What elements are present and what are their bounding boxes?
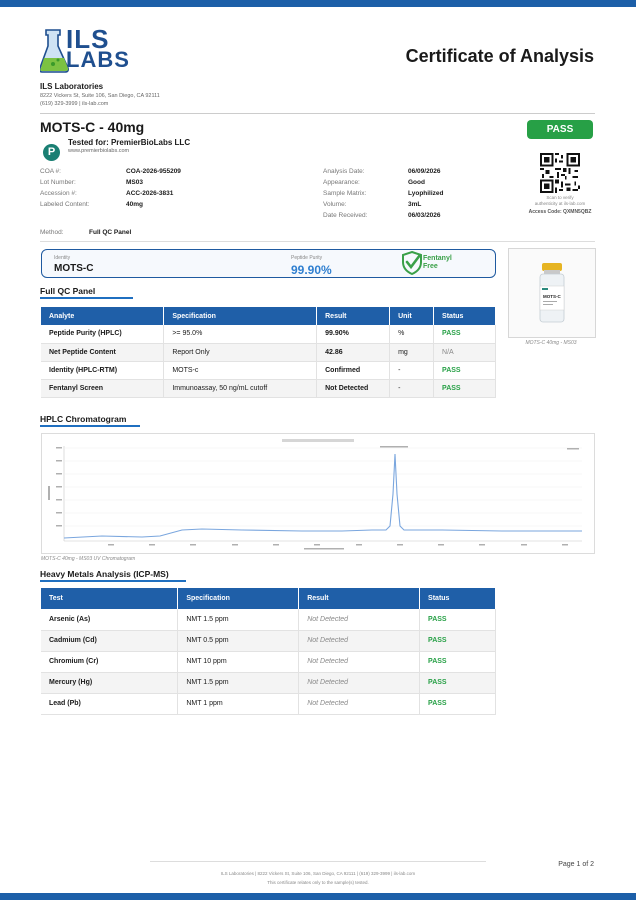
test-cell: Chromium (Cr) <box>41 651 178 672</box>
sample-matrix-label: Sample Matrix: <box>323 190 367 197</box>
page-number: Page 1 of 2 <box>558 861 594 868</box>
unit-cell: mg <box>390 343 434 361</box>
status-cell: PASS <box>420 672 496 693</box>
column-header: Result <box>317 307 390 325</box>
client-logo: P <box>43 144 60 161</box>
status-cell: PASS <box>420 651 496 672</box>
specification-cell: NMT 1 ppm <box>178 693 299 714</box>
test-cell: Cadmium (Cd) <box>41 630 178 651</box>
coa-number-value: COA-2026-955209 <box>126 168 181 175</box>
column-header: Specification <box>164 307 317 325</box>
specification-cell: NMT 0.5 ppm <box>178 630 299 651</box>
specification-cell: NMT 10 ppm <box>178 651 299 672</box>
qr-caption: authenticity at ils-lab.com <box>534 201 586 206</box>
column-header: Test <box>41 588 178 609</box>
shield-check-icon <box>401 251 423 275</box>
vial-image <box>509 249 595 337</box>
footer-lab-info: ILS Laboratories | 8222 Vickers St, Suite 106, San Diego, CA 92111 | (619) 329-3999 | ils-lab.com <box>220 871 416 876</box>
lot-number-label: Lot Number: <box>40 179 76 186</box>
accession-value: ACC-2026-3831 <box>126 190 174 197</box>
table-row <box>41 630 496 651</box>
overall-status-badge: PASS <box>527 120 593 139</box>
vial-caption: MOTS-C 40mg - MS03 <box>525 340 577 346</box>
result-cell: 99.90% <box>317 325 390 343</box>
top-accent-bar <box>0 0 636 7</box>
fentanyl-label-line: Fentanyl <box>423 255 452 262</box>
table-row <box>41 361 496 379</box>
specification-cell: NMT 1.5 ppm <box>178 672 299 693</box>
chromatogram-caption: MOTS-C 40mg - MS03 UV Chromatogram <box>41 556 136 562</box>
specification-cell: MOTS-c <box>164 361 317 379</box>
appearance-label: Appearance: <box>323 179 360 186</box>
divider <box>40 241 595 242</box>
identity-value: MOTS-C <box>54 263 94 274</box>
identity-label: Identity <box>54 255 71 261</box>
document-title: Certificate of Analysis <box>405 46 594 66</box>
qr-code-icon[interactable] <box>540 153 580 193</box>
analyte-cell: Identity (HPLC-RTM) <box>41 361 164 379</box>
section-underline <box>40 425 140 427</box>
fentanyl-label-line: Free <box>423 263 438 270</box>
specification-cell: Report Only <box>164 343 317 361</box>
fentanyl-free-label <box>423 255 463 271</box>
analysis-date-value: 06/09/2026 <box>408 168 441 175</box>
volume-label: Volume: <box>323 201 347 208</box>
table-row <box>41 672 496 693</box>
logo-text-bottom: LABS <box>66 47 130 72</box>
analyte-cell: Net Peptide Content <box>41 343 164 361</box>
result-cell: Not Detected <box>299 693 420 714</box>
result-cell: Not Detected <box>299 609 420 630</box>
status-cell: PASS <box>420 609 496 630</box>
labeled-content-label: Labeled Content: <box>40 201 90 208</box>
divider <box>40 113 595 114</box>
bottom-accent-bar <box>0 893 636 900</box>
unit-cell: - <box>390 361 434 379</box>
access-code: Access Code: QXMN5QBZ <box>528 209 592 215</box>
accession-label: Accession #: <box>40 190 77 197</box>
heavy-metals-title: Heavy Metals Analysis (ICP-MS) <box>40 569 169 579</box>
logo-text-top: ILS <box>66 24 110 54</box>
table-row <box>41 343 496 361</box>
test-cell: Arsenic (As) <box>41 609 178 630</box>
product-photo <box>508 248 596 338</box>
section-underline <box>40 297 133 299</box>
appearance-value: Good <box>408 179 425 186</box>
date-received-label: Date Received: <box>323 212 368 219</box>
result-cell: Not Detected <box>299 651 420 672</box>
result-cell: Not Detected <box>299 672 420 693</box>
table-row <box>41 651 496 672</box>
test-cell: Mercury (Hg) <box>41 672 178 693</box>
chromatogram-title: HPLC Chromatogram <box>40 414 127 424</box>
status-cell: PASS <box>434 379 496 397</box>
lab-contact: (619) 329-3999 | ils-lab.com <box>40 101 109 107</box>
volume-value: 3mL <box>408 201 422 208</box>
footer-divider <box>150 861 486 862</box>
table-row <box>41 693 496 714</box>
footer-disclaimer: This certificate relates only to the sample(s) tested. <box>267 880 369 885</box>
table-row <box>41 379 496 397</box>
method-label: Method: <box>40 229 64 236</box>
column-header: Specification <box>178 588 299 609</box>
analyte-cell: Fentanyl Screen <box>41 379 164 397</box>
purity-value: 99.90% <box>291 263 332 277</box>
analyte-cell: Peptide Purity (HPLC) <box>41 325 164 343</box>
table-row <box>41 325 496 343</box>
analysis-date-label: Analysis Date: <box>323 168 365 175</box>
specification-cell: Immunoassay, 50 ng/mL cutoff <box>164 379 317 397</box>
status-cell: PASS <box>434 325 496 343</box>
date-received-value: 06/03/2026 <box>408 212 441 219</box>
result-cell: 42.86 <box>317 343 390 361</box>
lot-number-value: MS03 <box>126 179 143 186</box>
heavy-metals-table <box>41 588 496 715</box>
status-cell: N/A <box>434 343 496 361</box>
column-header: Unit <box>390 307 434 325</box>
status-cell: PASS <box>420 693 496 714</box>
column-header: Status <box>434 307 496 325</box>
qr-caption: Scan to verify <box>546 195 574 200</box>
lab-name: ILS Laboratories <box>40 82 104 91</box>
product-name: MOTS-C - 40mg <box>40 119 145 135</box>
status-cell: PASS <box>434 361 496 379</box>
vial-label: MOTS-C <box>543 294 561 299</box>
purity-label: Peptide Purity <box>291 255 323 261</box>
chromatogram-plot <box>42 434 594 553</box>
qc-panel-table <box>41 307 496 398</box>
column-header: Analyte <box>41 307 164 325</box>
column-header: Result <box>299 588 420 609</box>
client-website[interactable]: www.premierbiolabs.com <box>68 148 130 154</box>
sample-matrix-value: Lyophilized <box>408 190 444 197</box>
hplc-chromatogram <box>41 433 595 554</box>
column-header: Status <box>420 588 496 609</box>
unit-cell: - <box>390 379 434 397</box>
result-cell: Confirmed <box>317 361 390 379</box>
specification-cell: >= 95.0% <box>164 325 317 343</box>
result-cell: Not Detected <box>317 379 390 397</box>
tested-for: Tested for: PremierBioLabs LLC <box>68 138 191 147</box>
table-row <box>41 609 496 630</box>
test-cell: Lead (Pb) <box>41 693 178 714</box>
labeled-content-value: 40mg <box>126 201 143 208</box>
status-cell: PASS <box>420 630 496 651</box>
results-summary <box>41 249 496 278</box>
section-underline <box>40 580 186 582</box>
method-value: Full QC Panel <box>89 229 132 236</box>
specification-cell: NMT 1.5 ppm <box>178 609 299 630</box>
unit-cell: % <box>390 325 434 343</box>
lab-address: 8222 Vickers St, Suite 106, San Diego, CA 92111 <box>40 93 160 99</box>
coa-number-label: COA #: <box>40 168 61 175</box>
qc-panel-title: Full QC Panel <box>40 286 96 296</box>
result-cell: Not Detected <box>299 630 420 651</box>
